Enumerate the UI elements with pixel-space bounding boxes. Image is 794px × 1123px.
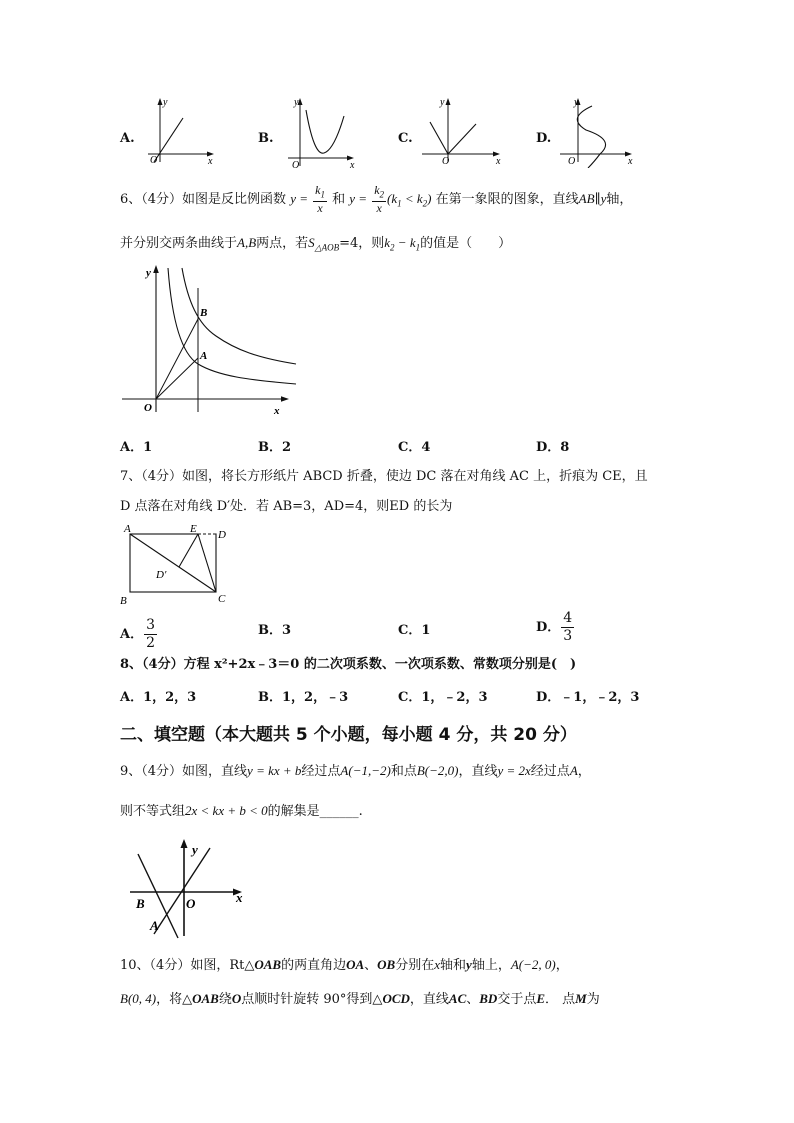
q5a-x-label: x xyxy=(208,156,213,167)
q6-fig-y: y xyxy=(146,267,151,279)
q9-stem-line2: 则不等式组2x < kx + b < 0的解集是______. xyxy=(120,803,363,819)
q5a-origin: O xyxy=(150,155,158,166)
q5-option-d[interactable]: D. xyxy=(536,131,552,146)
q5-option-b[interactable]: B. xyxy=(258,131,274,146)
q6-option-a[interactable]: A．1 xyxy=(120,440,153,455)
q7-option-a[interactable]: A． $\frac{3}{2}$ xyxy=(120,617,156,651)
q5-graph-a xyxy=(140,96,220,168)
q9-fig-a: A xyxy=(150,918,159,933)
q7-fig-dprime: D′ xyxy=(156,569,167,581)
q5c-y-label: y xyxy=(440,97,445,108)
q6-fig-a: A xyxy=(200,350,208,362)
q7-fig-d: D xyxy=(218,529,226,541)
q8-option-a[interactable]: A．1，2，3 xyxy=(120,690,197,705)
q5d-origin: O xyxy=(568,156,576,167)
q6-option-c[interactable]: C．4 xyxy=(398,440,431,455)
q6-fig-b: B xyxy=(200,307,208,319)
q6-fig-x: x xyxy=(274,405,280,417)
q6-stem-line1: 6、（4分）如图是反比例函数 y = $\frac{k_1}{x}$ 和 y = $\frac{k_2}{x}$ $(k_1 < k_2)$ 在第一象限的图象，直线AB∥y轴， xyxy=(120,183,633,216)
q9-fig-b: B xyxy=(136,896,145,911)
q6-stem-line2: 并分别交两条曲线于A,B两点，若$S_{\triangle AOB}=4$，则$k_2 - k_1$的值是（ ） xyxy=(120,235,512,253)
q5b-y-label: y xyxy=(294,97,299,108)
q7-option-c[interactable]: C．1 xyxy=(398,623,431,638)
q7-option-b[interactable]: B．3 xyxy=(258,623,292,638)
q7-figure xyxy=(114,520,244,610)
q5-option-c[interactable]: C. xyxy=(398,131,413,146)
section-2-heading: 二、填空题（本大题共 5 个小题，每小题 4 分，共 20 分） xyxy=(120,725,577,745)
q5c-origin: O xyxy=(442,156,450,167)
q10-stem-line1: 10、（4分）如图，Rt△OAB的两直角边OA、OB分别在x轴和y轴上，A(−2, 0)， xyxy=(120,957,569,973)
q5-graph-b xyxy=(280,96,360,172)
q8-option-d[interactable]: D．﹣1，﹣2，3 xyxy=(536,690,640,705)
q8-stem: 8、（4分）方程 x²+2x﹣3＝0 的二次项系数、一次项系数、常数项分别是( ) xyxy=(120,657,577,672)
q10-stem-line2: B(0, 4)，将△OAB绕O点顺时针旋转 90°得到△OCD，直线AC、BD交于点E． 点M为 xyxy=(120,991,600,1007)
q5c-x-label: x xyxy=(496,156,501,167)
q8-option-c[interactable]: C．1，﹣2，3 xyxy=(398,690,488,705)
q5-graph-c xyxy=(418,96,508,168)
q5d-x-label: x xyxy=(628,156,633,167)
q7-stem-line2: D 点落在对角线 D′处．若 AB=3，AD=4，则ED 的长为 xyxy=(120,499,453,514)
q5d-y-label: y xyxy=(574,97,579,108)
q5a-y-label: y xyxy=(163,97,168,108)
q5b-origin: O xyxy=(292,160,300,171)
q7-fig-a: A xyxy=(124,523,131,535)
q9-fig-y: y xyxy=(192,842,198,857)
q9-fig-o: O xyxy=(186,896,196,911)
q7-fig-c: C xyxy=(218,593,226,605)
q9-fig-x: x xyxy=(236,890,243,905)
q9-figure xyxy=(124,836,254,942)
q7-option-d[interactable]: D． $\frac{4}{3}$ xyxy=(536,610,573,644)
q5-graph-d xyxy=(556,96,638,168)
q6-fig-o: O xyxy=(144,402,152,414)
q7-fig-b: B xyxy=(120,595,127,607)
q5b-x-label: x xyxy=(350,160,355,171)
q6-option-b[interactable]: B．2 xyxy=(258,440,292,455)
q6-figure xyxy=(118,262,298,422)
q7-fig-e: E xyxy=(190,523,197,535)
q6-option-d[interactable]: D．8 xyxy=(536,440,570,455)
q5-option-a[interactable]: A. xyxy=(120,131,135,146)
q7-stem-line1: 7、（4分）如图，将长方形纸片 ABCD 折叠，使边 DC 落在对角线 AC 上，折痕为 CE，且 xyxy=(120,469,648,484)
q9-stem-line1: 9、（4分）如图，直线y = kx + b经过点A(−1,−2)和点B(−2,0)，直线y = 2x经过点A， xyxy=(120,763,591,779)
q8-option-b[interactable]: B．1，2，﹣3 xyxy=(258,690,349,705)
